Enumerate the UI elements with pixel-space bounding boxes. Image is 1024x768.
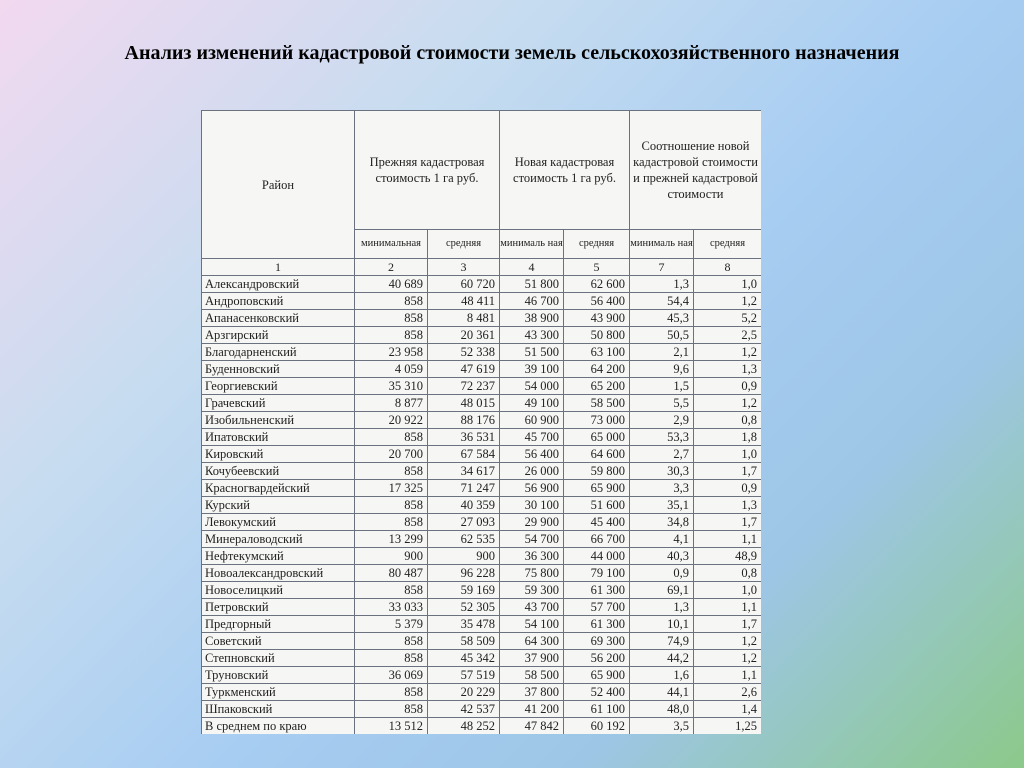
ratio-avg-value: 1,0: [694, 446, 762, 463]
table-row: [202, 327, 762, 344]
col-number: 2: [355, 259, 428, 276]
ratio-min-value: 5,5: [630, 395, 694, 412]
table-row: [202, 616, 762, 633]
table-row: [202, 548, 762, 565]
district-name: Георгиевский: [202, 378, 355, 395]
prev-avg-value: 47 619: [428, 361, 500, 378]
ratio-avg-value: 1,7: [694, 514, 762, 531]
new-avg-value: 56 200: [564, 650, 630, 667]
ratio-min-value: 0,9: [630, 565, 694, 582]
ratio-min-value: 53,3: [630, 429, 694, 446]
ratio-avg-value: 1,1: [694, 667, 762, 684]
new-min-value: 59 300: [500, 582, 564, 599]
prev-min-value: 858: [355, 310, 428, 327]
district-name: Красногвардейский: [202, 480, 355, 497]
prev-min-value: 40 689: [355, 276, 428, 293]
ratio-avg-value: 0,9: [694, 378, 762, 395]
table-row: [202, 718, 762, 735]
ratio-avg-value: 2,6: [694, 684, 762, 701]
table-row: [202, 361, 762, 378]
prev-min-value: 858: [355, 514, 428, 531]
table-row: [202, 650, 762, 667]
new-min-value: 58 500: [500, 667, 564, 684]
ratio-min-value: 1,5: [630, 378, 694, 395]
new-min-value: 38 900: [500, 310, 564, 327]
new-avg-value: 65 900: [564, 667, 630, 684]
prev-min-value: 8 877: [355, 395, 428, 412]
prev-avg-value: 27 093: [428, 514, 500, 531]
col-number: 1: [202, 259, 355, 276]
prev-avg-value: 62 535: [428, 531, 500, 548]
prev-avg-value: 57 519: [428, 667, 500, 684]
new-avg-value: 61 300: [564, 582, 630, 599]
prev-avg-value: 60 720: [428, 276, 500, 293]
header-new-avg: средняя: [564, 230, 630, 259]
district-name: Туркменский: [202, 684, 355, 701]
new-min-value: 43 300: [500, 327, 564, 344]
new-min-value: 45 700: [500, 429, 564, 446]
prev-min-value: 20 922: [355, 412, 428, 429]
ratio-min-value: 50,5: [630, 327, 694, 344]
prev-avg-value: 88 176: [428, 412, 500, 429]
header-ratio-min: минималь ная: [630, 230, 694, 259]
ratio-avg-value: 1,3: [694, 497, 762, 514]
prev-avg-value: 48 252: [428, 718, 500, 735]
new-avg-value: 56 400: [564, 293, 630, 310]
table-row: [202, 497, 762, 514]
new-min-value: 64 300: [500, 633, 564, 650]
new-min-value: 29 900: [500, 514, 564, 531]
ratio-min-value: 1,6: [630, 667, 694, 684]
prev-min-value: 858: [355, 293, 428, 310]
ratio-avg-value: 1,8: [694, 429, 762, 446]
header-new-min: минималь ная: [500, 230, 564, 259]
ratio-avg-value: 1,2: [694, 395, 762, 412]
table-row: [202, 514, 762, 531]
new-min-value: 26 000: [500, 463, 564, 480]
new-avg-value: 66 700: [564, 531, 630, 548]
prev-min-value: 13 512: [355, 718, 428, 735]
new-avg-value: 43 900: [564, 310, 630, 327]
new-min-value: 47 842: [500, 718, 564, 735]
prev-min-value: 858: [355, 633, 428, 650]
new-avg-value: 50 800: [564, 327, 630, 344]
prev-min-value: 20 700: [355, 446, 428, 463]
district-name: Советский: [202, 633, 355, 650]
district-name: Петровский: [202, 599, 355, 616]
prev-min-value: 858: [355, 497, 428, 514]
district-name: Арзгирский: [202, 327, 355, 344]
ratio-avg-value: 1,0: [694, 582, 762, 599]
ratio-avg-value: 1,1: [694, 531, 762, 548]
header-ratio: Соотношение новой кадастровой стоимости и прежней кадастровой стоимости: [630, 111, 762, 230]
ratio-min-value: 3,5: [630, 718, 694, 735]
new-avg-value: 44 000: [564, 548, 630, 565]
col-number: 7: [630, 259, 694, 276]
new-avg-value: 64 200: [564, 361, 630, 378]
ratio-avg-value: 1,2: [694, 344, 762, 361]
ratio-avg-value: 5,2: [694, 310, 762, 327]
new-min-value: 30 100: [500, 497, 564, 514]
table-row: [202, 633, 762, 650]
ratio-avg-value: 1,7: [694, 463, 762, 480]
new-avg-value: 62 600: [564, 276, 630, 293]
ratio-avg-value: 1,25: [694, 718, 762, 735]
table-row: [202, 293, 762, 310]
header-new-cost: Новая кадастровая стоимость 1 га руб.: [500, 111, 630, 230]
header-prev-min: минимальная: [355, 230, 428, 259]
col-number: 4: [500, 259, 564, 276]
district-name: Изобильненский: [202, 412, 355, 429]
new-min-value: 56 400: [500, 446, 564, 463]
prev-min-value: 4 059: [355, 361, 428, 378]
new-avg-value: 64 600: [564, 446, 630, 463]
prev-avg-value: 42 537: [428, 701, 500, 718]
ratio-min-value: 45,3: [630, 310, 694, 327]
district-name: Левокумский: [202, 514, 355, 531]
table-row: [202, 378, 762, 395]
ratio-min-value: 34,8: [630, 514, 694, 531]
district-name: Курский: [202, 497, 355, 514]
new-avg-value: 65 200: [564, 378, 630, 395]
ratio-avg-value: 48,9: [694, 548, 762, 565]
prev-avg-value: 71 247: [428, 480, 500, 497]
new-avg-value: 63 100: [564, 344, 630, 361]
prev-avg-value: 20 229: [428, 684, 500, 701]
new-min-value: 39 100: [500, 361, 564, 378]
table-row: [202, 667, 762, 684]
district-name: Буденновский: [202, 361, 355, 378]
column-number-row: [202, 259, 762, 276]
prev-min-value: 858: [355, 684, 428, 701]
ratio-avg-value: 0,8: [694, 565, 762, 582]
table-body: [202, 276, 762, 735]
prev-avg-value: 40 359: [428, 497, 500, 514]
prev-avg-value: 48 015: [428, 395, 500, 412]
ratio-min-value: 2,9: [630, 412, 694, 429]
district-name: Ипатовский: [202, 429, 355, 446]
district-name: Александровский: [202, 276, 355, 293]
district-name: Минераловодский: [202, 531, 355, 548]
new-min-value: 46 700: [500, 293, 564, 310]
cadastral-table-scan: [201, 110, 761, 734]
table-row: [202, 412, 762, 429]
new-avg-value: 45 400: [564, 514, 630, 531]
prev-avg-value: 900: [428, 548, 500, 565]
table-row: [202, 310, 762, 327]
ratio-avg-value: 1,2: [694, 293, 762, 310]
ratio-min-value: 1,3: [630, 276, 694, 293]
table-row: [202, 463, 762, 480]
table-row: [202, 395, 762, 412]
header-prev-cost: Прежняя кадастровая стоимость 1 га руб.: [355, 111, 500, 230]
new-avg-value: 65 000: [564, 429, 630, 446]
new-avg-value: 58 500: [564, 395, 630, 412]
ratio-min-value: 54,4: [630, 293, 694, 310]
prev-avg-value: 58 509: [428, 633, 500, 650]
new-min-value: 37 800: [500, 684, 564, 701]
prev-avg-value: 96 228: [428, 565, 500, 582]
table-row: [202, 446, 762, 463]
new-min-value: 51 500: [500, 344, 564, 361]
table-row: [202, 701, 762, 718]
prev-min-value: 33 033: [355, 599, 428, 616]
district-name: В среднем по краю: [202, 718, 355, 735]
new-avg-value: 59 800: [564, 463, 630, 480]
prev-min-value: 35 310: [355, 378, 428, 395]
new-min-value: 36 300: [500, 548, 564, 565]
prev-min-value: 36 069: [355, 667, 428, 684]
table-row: [202, 599, 762, 616]
prev-min-value: 858: [355, 463, 428, 480]
new-avg-value: 51 600: [564, 497, 630, 514]
table-row: [202, 684, 762, 701]
table-row: [202, 276, 762, 293]
ratio-min-value: 48,0: [630, 701, 694, 718]
district-name: Нефтекумский: [202, 548, 355, 565]
prev-avg-value: 8 481: [428, 310, 500, 327]
new-avg-value: 65 900: [564, 480, 630, 497]
ratio-min-value: 44,2: [630, 650, 694, 667]
ratio-avg-value: 0,8: [694, 412, 762, 429]
new-avg-value: 61 100: [564, 701, 630, 718]
new-avg-value: 79 100: [564, 565, 630, 582]
col-number: 8: [694, 259, 762, 276]
header-prev-avg: средняя: [428, 230, 500, 259]
ratio-min-value: 2,1: [630, 344, 694, 361]
prev-min-value: 13 299: [355, 531, 428, 548]
ratio-min-value: 44,1: [630, 684, 694, 701]
new-min-value: 51 800: [500, 276, 564, 293]
ratio-avg-value: 1,3: [694, 361, 762, 378]
prev-min-value: 858: [355, 429, 428, 446]
ratio-min-value: 10,1: [630, 616, 694, 633]
ratio-min-value: 2,7: [630, 446, 694, 463]
new-min-value: 60 900: [500, 412, 564, 429]
new-avg-value: 69 300: [564, 633, 630, 650]
new-avg-value: 57 700: [564, 599, 630, 616]
ratio-min-value: 4,1: [630, 531, 694, 548]
prev-min-value: 858: [355, 327, 428, 344]
new-avg-value: 73 000: [564, 412, 630, 429]
table-row: [202, 429, 762, 446]
prev-min-value: 80 487: [355, 565, 428, 582]
new-min-value: 41 200: [500, 701, 564, 718]
new-min-value: 54 000: [500, 378, 564, 395]
district-name: Труновский: [202, 667, 355, 684]
district-name: Грачевский: [202, 395, 355, 412]
prev-avg-value: 48 411: [428, 293, 500, 310]
ratio-avg-value: 1,4: [694, 701, 762, 718]
district-name: Кочубеевский: [202, 463, 355, 480]
ratio-min-value: 9,6: [630, 361, 694, 378]
ratio-avg-value: 2,5: [694, 327, 762, 344]
ratio-avg-value: 1,7: [694, 616, 762, 633]
cadastral-cost-table: [201, 110, 761, 734]
prev-min-value: 858: [355, 650, 428, 667]
ratio-min-value: 30,3: [630, 463, 694, 480]
new-min-value: 49 100: [500, 395, 564, 412]
district-name: Новоселицкий: [202, 582, 355, 599]
prev-avg-value: 35 478: [428, 616, 500, 633]
ratio-avg-value: 1,2: [694, 650, 762, 667]
district-name: Предгорный: [202, 616, 355, 633]
prev-avg-value: 36 531: [428, 429, 500, 446]
prev-min-value: 858: [355, 582, 428, 599]
ratio-avg-value: 1,1: [694, 599, 762, 616]
ratio-min-value: 35,1: [630, 497, 694, 514]
prev-min-value: 5 379: [355, 616, 428, 633]
table-row: [202, 565, 762, 582]
district-name: Благодарненский: [202, 344, 355, 361]
prev-min-value: 17 325: [355, 480, 428, 497]
table-row: [202, 480, 762, 497]
district-name: Шпаковский: [202, 701, 355, 718]
table-row: [202, 582, 762, 599]
prev-avg-value: 59 169: [428, 582, 500, 599]
new-avg-value: 60 192: [564, 718, 630, 735]
prev-avg-value: 52 338: [428, 344, 500, 361]
ratio-min-value: 74,9: [630, 633, 694, 650]
col-number: 3: [428, 259, 500, 276]
col-number: 5: [564, 259, 630, 276]
prev-min-value: 23 958: [355, 344, 428, 361]
ratio-avg-value: 1,0: [694, 276, 762, 293]
ratio-min-value: 69,1: [630, 582, 694, 599]
new-min-value: 43 700: [500, 599, 564, 616]
new-avg-value: 61 300: [564, 616, 630, 633]
new-min-value: 56 900: [500, 480, 564, 497]
ratio-min-value: 3,3: [630, 480, 694, 497]
district-name: Кировский: [202, 446, 355, 463]
prev-avg-value: 20 361: [428, 327, 500, 344]
prev-avg-value: 34 617: [428, 463, 500, 480]
header-district: Район: [202, 111, 355, 259]
ratio-avg-value: 1,2: [694, 633, 762, 650]
table-row: [202, 344, 762, 361]
new-min-value: 37 900: [500, 650, 564, 667]
district-name: Апанасенковский: [202, 310, 355, 327]
district-name: Андроповский: [202, 293, 355, 310]
prev-avg-value: 45 342: [428, 650, 500, 667]
new-min-value: 75 800: [500, 565, 564, 582]
prev-avg-value: 67 584: [428, 446, 500, 463]
ratio-min-value: 40,3: [630, 548, 694, 565]
ratio-min-value: 1,3: [630, 599, 694, 616]
new-min-value: 54 700: [500, 531, 564, 548]
prev-avg-value: 52 305: [428, 599, 500, 616]
district-name: Новоалександровский: [202, 565, 355, 582]
new-min-value: 54 100: [500, 616, 564, 633]
page-title: Анализ изменений кадастровой стоимости земель сельскохозяйственного назначения: [124, 42, 900, 64]
new-avg-value: 52 400: [564, 684, 630, 701]
district-name: Степновский: [202, 650, 355, 667]
ratio-avg-value: 0,9: [694, 480, 762, 497]
prev-min-value: 858: [355, 701, 428, 718]
table-row: [202, 531, 762, 548]
prev-avg-value: 72 237: [428, 378, 500, 395]
prev-min-value: 900: [355, 548, 428, 565]
header-ratio-avg: средняя: [694, 230, 762, 259]
